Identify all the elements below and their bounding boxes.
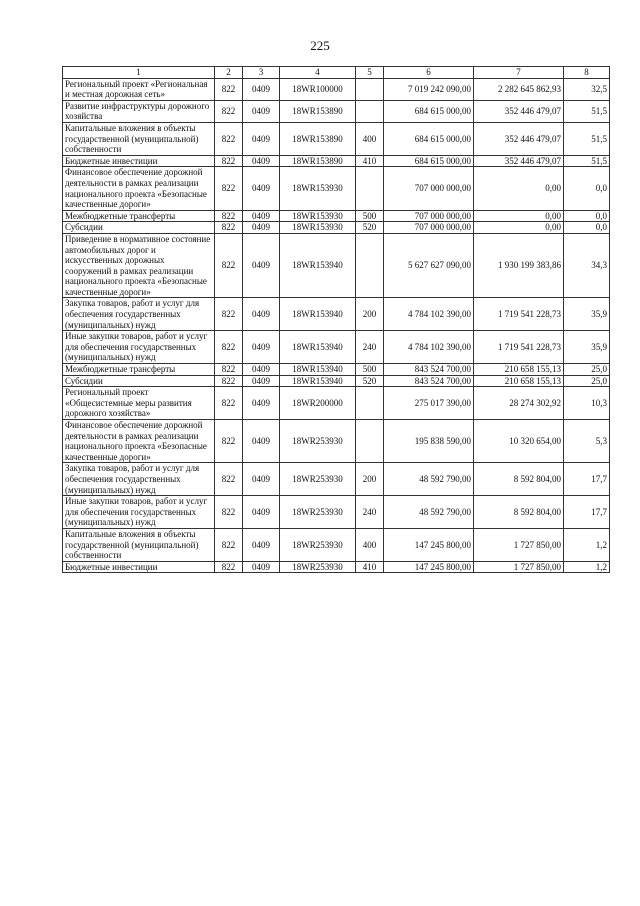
planned-amount: 275 017 390,00 xyxy=(384,387,474,420)
row-name: Субсидии xyxy=(63,222,215,234)
expense-type-code xyxy=(356,100,384,122)
row-name: Приведение в нормативное состояние автомобильных дорог и искусственных дорожных сооружений в рамках реализации национального проекта «Безопасные качественные дороги» xyxy=(63,233,215,298)
executed-amount: 8 592 804,00 xyxy=(474,463,564,496)
row-name: Межбюджетные трансферты xyxy=(63,210,215,222)
planned-amount: 843 524 700,00 xyxy=(384,364,474,376)
table-row xyxy=(63,122,610,155)
target-article-code: 18WR153940 xyxy=(280,364,356,376)
table-row xyxy=(63,233,610,298)
section-code: 0409 xyxy=(243,233,280,298)
target-article-code: 18WR153930 xyxy=(280,167,356,210)
expense-type-code: 500 xyxy=(356,364,384,376)
admin-code: 822 xyxy=(215,561,243,573)
planned-amount: 684 615 000,00 xyxy=(384,100,474,122)
admin-code: 822 xyxy=(215,496,243,529)
table-row xyxy=(63,155,610,167)
column-header: 3 xyxy=(243,67,280,79)
admin-code: 822 xyxy=(215,233,243,298)
table-row xyxy=(63,387,610,420)
expense-type-code: 240 xyxy=(356,496,384,529)
executed-amount: 210 658 155,13 xyxy=(474,375,564,387)
section-code: 0409 xyxy=(243,122,280,155)
section-code: 0409 xyxy=(243,78,280,100)
row-name: Бюджетные инвестиции xyxy=(63,561,215,573)
executed-amount: 0,00 xyxy=(474,167,564,210)
section-code: 0409 xyxy=(243,222,280,234)
planned-amount: 4 784 102 390,00 xyxy=(384,298,474,331)
planned-amount: 147 245 800,00 xyxy=(384,528,474,561)
execution-percent: 0,0 xyxy=(564,210,610,222)
planned-amount: 707 000 000,00 xyxy=(384,222,474,234)
admin-code: 822 xyxy=(215,387,243,420)
execution-percent: 25,0 xyxy=(564,364,610,376)
row-name: Финансовое обеспечение дорожной деятельности в рамках реализации национального проекта «Безопасные качественные дороги» xyxy=(63,420,215,463)
table-row xyxy=(63,420,610,463)
planned-amount: 707 000 000,00 xyxy=(384,167,474,210)
execution-percent: 5,3 xyxy=(564,420,610,463)
target-article-code: 18WR153890 xyxy=(280,155,356,167)
column-header: 6 xyxy=(384,67,474,79)
executed-amount: 10 320 654,00 xyxy=(474,420,564,463)
executed-amount: 0,00 xyxy=(474,210,564,222)
row-name: Региональный проект «Общесистемные меры развития дорожного хозяйства» xyxy=(63,387,215,420)
execution-percent: 1,2 xyxy=(564,528,610,561)
admin-code: 822 xyxy=(215,364,243,376)
table-row xyxy=(63,561,610,573)
column-header: 7 xyxy=(474,67,564,79)
executed-amount: 0,00 xyxy=(474,222,564,234)
expense-type-code: 410 xyxy=(356,561,384,573)
row-name: Межбюджетные трансферты xyxy=(63,364,215,376)
table-row xyxy=(63,222,610,234)
admin-code: 822 xyxy=(215,100,243,122)
execution-percent: 0,0 xyxy=(564,167,610,210)
planned-amount: 684 615 000,00 xyxy=(384,155,474,167)
planned-amount: 7 019 242 090,00 xyxy=(384,78,474,100)
table-row xyxy=(63,167,610,210)
section-code: 0409 xyxy=(243,364,280,376)
table-row xyxy=(63,298,610,331)
execution-percent: 34,3 xyxy=(564,233,610,298)
table-row xyxy=(63,100,610,122)
table-row xyxy=(63,375,610,387)
budget-table xyxy=(62,66,610,573)
row-name: Иные закупки товаров, работ и услуг для обеспечения государственных (муниципальных) нужд xyxy=(63,331,215,364)
target-article-code: 18WR253930 xyxy=(280,528,356,561)
row-name: Закупка товаров, работ и услуг для обеспечения государственных (муниципальных) нужд xyxy=(63,463,215,496)
executed-amount: 28 274 302,92 xyxy=(474,387,564,420)
executed-amount: 352 446 479,07 xyxy=(474,100,564,122)
table-row xyxy=(63,210,610,222)
column-header: 8 xyxy=(564,67,610,79)
row-name: Капитальные вложения в объекты государственной (муниципальной) собственности xyxy=(63,528,215,561)
section-code: 0409 xyxy=(243,420,280,463)
executed-amount: 1 719 541 228,73 xyxy=(474,298,564,331)
execution-percent: 17,7 xyxy=(564,463,610,496)
section-code: 0409 xyxy=(243,463,280,496)
section-code: 0409 xyxy=(243,331,280,364)
expense-type-code: 400 xyxy=(356,122,384,155)
execution-percent: 35,9 xyxy=(564,298,610,331)
row-name: Капитальные вложения в объекты государственной (муниципальной) собственности xyxy=(63,122,215,155)
column-number-header-row xyxy=(63,67,610,79)
target-article-code: 18WR153940 xyxy=(280,298,356,331)
section-code: 0409 xyxy=(243,375,280,387)
expense-type-code: 500 xyxy=(356,210,384,222)
section-code: 0409 xyxy=(243,155,280,167)
admin-code: 822 xyxy=(215,528,243,561)
target-article-code: 18WR153930 xyxy=(280,210,356,222)
target-article-code: 18WR253930 xyxy=(280,496,356,529)
executed-amount: 8 592 804,00 xyxy=(474,496,564,529)
executed-amount: 1 930 199 383,86 xyxy=(474,233,564,298)
expense-type-code xyxy=(356,167,384,210)
row-name: Финансовое обеспечение дорожной деятельности в рамках реализации национального проекта «Безопасные качественные дороги» xyxy=(63,167,215,210)
execution-percent: 51,5 xyxy=(564,100,610,122)
target-article-code: 18WR153890 xyxy=(280,100,356,122)
admin-code: 822 xyxy=(215,463,243,496)
target-article-code: 18WR200000 xyxy=(280,387,356,420)
row-name: Иные закупки товаров, работ и услуг для обеспечения государственных (муниципальных) нужд xyxy=(63,496,215,529)
table-row xyxy=(63,78,610,100)
admin-code: 822 xyxy=(215,375,243,387)
execution-percent: 0,0 xyxy=(564,222,610,234)
section-code: 0409 xyxy=(243,100,280,122)
admin-code: 822 xyxy=(215,167,243,210)
planned-amount: 843 524 700,00 xyxy=(384,375,474,387)
target-article-code: 18WR153930 xyxy=(280,222,356,234)
column-header: 2 xyxy=(215,67,243,79)
target-article-code: 18WR153890 xyxy=(280,122,356,155)
expense-type-code: 200 xyxy=(356,298,384,331)
expense-type-code: 400 xyxy=(356,528,384,561)
executed-amount: 352 446 479,07 xyxy=(474,155,564,167)
column-header: 4 xyxy=(280,67,356,79)
planned-amount: 48 592 790,00 xyxy=(384,496,474,529)
admin-code: 822 xyxy=(215,420,243,463)
execution-percent: 1,2 xyxy=(564,561,610,573)
admin-code: 822 xyxy=(215,331,243,364)
planned-amount: 48 592 790,00 xyxy=(384,463,474,496)
expense-type-code: 520 xyxy=(356,375,384,387)
admin-code: 822 xyxy=(215,155,243,167)
executed-amount: 1 719 541 228,73 xyxy=(474,331,564,364)
execution-percent: 32,5 xyxy=(564,78,610,100)
table-row xyxy=(63,528,610,561)
admin-code: 822 xyxy=(215,298,243,331)
page-number: 225 xyxy=(310,38,330,53)
section-code: 0409 xyxy=(243,167,280,210)
column-header: 1 xyxy=(63,67,215,79)
row-name: Бюджетные инвестиции xyxy=(63,155,215,167)
column-header: 5 xyxy=(356,67,384,79)
row-name: Субсидии xyxy=(63,375,215,387)
expense-type-code: 410 xyxy=(356,155,384,167)
expense-type-code: 520 xyxy=(356,222,384,234)
table-row xyxy=(63,496,610,529)
target-article-code: 18WR153940 xyxy=(280,331,356,364)
admin-code: 822 xyxy=(215,78,243,100)
table-row xyxy=(63,364,610,376)
execution-percent: 25,0 xyxy=(564,375,610,387)
admin-code: 822 xyxy=(215,210,243,222)
executed-amount: 1 727 850,00 xyxy=(474,528,564,561)
execution-percent: 17,7 xyxy=(564,496,610,529)
executed-amount: 210 658 155,13 xyxy=(474,364,564,376)
section-code: 0409 xyxy=(243,210,280,222)
execution-percent: 51,5 xyxy=(564,155,610,167)
table-row xyxy=(63,331,610,364)
planned-amount: 4 784 102 390,00 xyxy=(384,331,474,364)
section-code: 0409 xyxy=(243,561,280,573)
planned-amount: 147 245 800,00 xyxy=(384,561,474,573)
admin-code: 822 xyxy=(215,222,243,234)
execution-percent: 51,5 xyxy=(564,122,610,155)
planned-amount: 195 838 590,00 xyxy=(384,420,474,463)
planned-amount: 684 615 000,00 xyxy=(384,122,474,155)
expense-type-code xyxy=(356,387,384,420)
section-code: 0409 xyxy=(243,387,280,420)
planned-amount: 5 627 627 090,00 xyxy=(384,233,474,298)
row-name: Развитие инфраструктуры дорожного хозяйства xyxy=(63,100,215,122)
execution-percent: 10,3 xyxy=(564,387,610,420)
section-code: 0409 xyxy=(243,496,280,529)
target-article-code: 18WR253930 xyxy=(280,463,356,496)
executed-amount: 2 282 645 862,93 xyxy=(474,78,564,100)
row-name: Региональный проект «Региональная и местная дорожная сеть» xyxy=(63,78,215,100)
admin-code: 822 xyxy=(215,122,243,155)
expense-type-code xyxy=(356,420,384,463)
execution-percent: 35,9 xyxy=(564,331,610,364)
table-row xyxy=(63,463,610,496)
expense-type-code xyxy=(356,233,384,298)
executed-amount: 1 727 850,00 xyxy=(474,561,564,573)
target-article-code: 18WR153940 xyxy=(280,233,356,298)
expense-type-code xyxy=(356,78,384,100)
target-article-code: 18WR153940 xyxy=(280,375,356,387)
section-code: 0409 xyxy=(243,528,280,561)
target-article-code: 18WR253930 xyxy=(280,420,356,463)
target-article-code: 18WR253930 xyxy=(280,561,356,573)
expense-type-code: 200 xyxy=(356,463,384,496)
target-article-code: 18WR100000 xyxy=(280,78,356,100)
expense-type-code: 240 xyxy=(356,331,384,364)
planned-amount: 707 000 000,00 xyxy=(384,210,474,222)
executed-amount: 352 446 479,07 xyxy=(474,122,564,155)
section-code: 0409 xyxy=(243,298,280,331)
row-name: Закупка товаров, работ и услуг для обеспечения государственных (муниципальных) нужд xyxy=(63,298,215,331)
